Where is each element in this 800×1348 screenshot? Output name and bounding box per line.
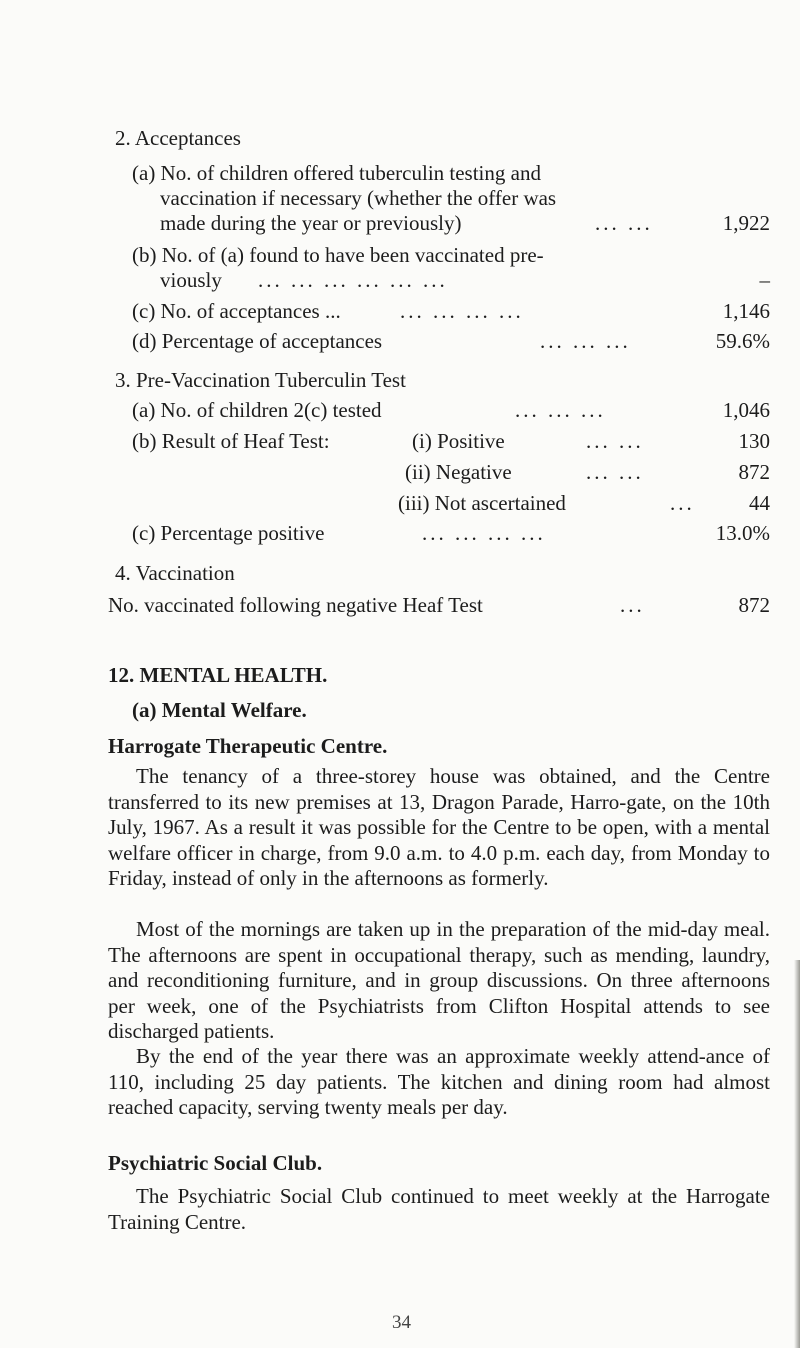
tuberculin-b-label: (b) Result of Heaf Test: [132,429,330,453]
leader-dots: ... [670,491,695,515]
section-3-heading: 3. Pre-Vaccination Tuberculin Test [115,368,406,392]
therapeutic-centre-title: Harrogate Therapeutic Centre. [108,734,388,758]
social-club-title: Psychiatric Social Club. [108,1151,323,1175]
acceptance-a-line2: vaccination if necessary (whether the offer was [160,186,557,210]
acceptance-a-line3: made during the year or previously) [160,211,462,235]
acceptance-c-label: (c) No. of acceptances ... [132,299,341,323]
heaf-positive-value: 130 [738,429,770,453]
leader-dots: ... ... [586,460,644,484]
tuberculin-a-value: 1,046 [722,398,770,422]
page-number: 34 [392,1312,411,1333]
section-4-heading: 4. Vaccination [115,561,235,585]
paragraph-social-club-text: The Psychiatric Social Club continued to meet weekly at the Harrogate Training Centre. [108,1184,770,1234]
acceptance-b-line1: (b) No. of (a) found to have been vaccinated pre- [132,243,544,267]
mental-health-heading: 12. MENTAL HEALTH. [108,663,328,687]
leader-dots: ... ... ... [515,398,606,422]
heaf-not-ascertained-label: (iii) Not ascertained [398,491,566,515]
heaf-negative-value: 872 [738,460,770,484]
page-edge-shadow [794,960,800,1348]
leader-dots: ... ... [586,429,644,453]
acceptance-a-line1: (a) No. of children offered tuberculin testing and [132,161,541,185]
acceptance-a-value: 1,922 [722,211,770,235]
section-2-heading: 2. Acceptances [115,126,241,150]
acceptance-c-value: 1,146 [722,299,770,323]
leader-dots: ... ... ... [540,329,631,353]
vaccinated-label: No. vaccinated following negative Heaf Test [108,593,483,617]
acceptance-d-value: 59.6% [715,329,770,353]
paragraph-tenancy-text: The tenancy of a three-storey house was obtained, and the Centre transferred to its new premises at 13, Dragon Parade, Harro-gate, on the 10th July, 1967. As a result it was possible for the Centre to be open, with a mental welfare officer in charge, from 9.0 a.m. to 4.0 p.m. each day, from Monday to Friday, instead of only in the afternoons as formerly. [108,764,770,890]
paragraph-attendance [108,1044,770,1121]
paragraph-tenancy [108,764,770,892]
leader-dots: ... [620,593,645,617]
paragraph-attendance-text: By the end of the year there was an approximate weekly attend-ance of 110, including 25 day patients. The kitchen and dining room had almost reached capacity, serving twenty meals per day. [108,1044,770,1119]
leader-dots: ... ... [595,211,653,235]
tuberculin-a-label: (a) No. of children 2(c) tested [132,398,382,422]
paragraph-mornings-text: Most of the mornings are taken up in the preparation of the mid-day meal. The afternoons are spent in occupational therapy, such as mending, laundry, and reconditioning furniture, and in group discussions. On three afternoons per week, one of the Psychiatrists from Clifton Hospital attends to see discharged patients. [108,917,770,1043]
heaf-negative-label: (ii) Negative [405,460,512,484]
paragraph-mornings [108,917,770,1045]
acceptance-b-line2: viously [160,268,222,292]
percentage-positive-label: (c) Percentage positive [132,521,325,545]
leader-dots: ... ... ... ... [422,521,546,545]
acceptance-d-label: (d) Percentage of acceptances [132,329,383,353]
heaf-positive-label: (i) Positive [412,429,505,453]
heaf-not-ascertained-value: 44 [749,491,770,515]
mental-welfare-subheading: (a) Mental Welfare. [132,698,307,722]
leader-dots: ... ... ... ... ... ... [258,268,448,292]
percentage-positive-value: 13.0% [715,521,770,545]
paragraph-social-club [108,1184,770,1235]
vaccinated-value: 872 [738,593,770,617]
leader-dots: ... ... ... ... [400,299,524,323]
acceptance-b-value: – [759,268,770,292]
